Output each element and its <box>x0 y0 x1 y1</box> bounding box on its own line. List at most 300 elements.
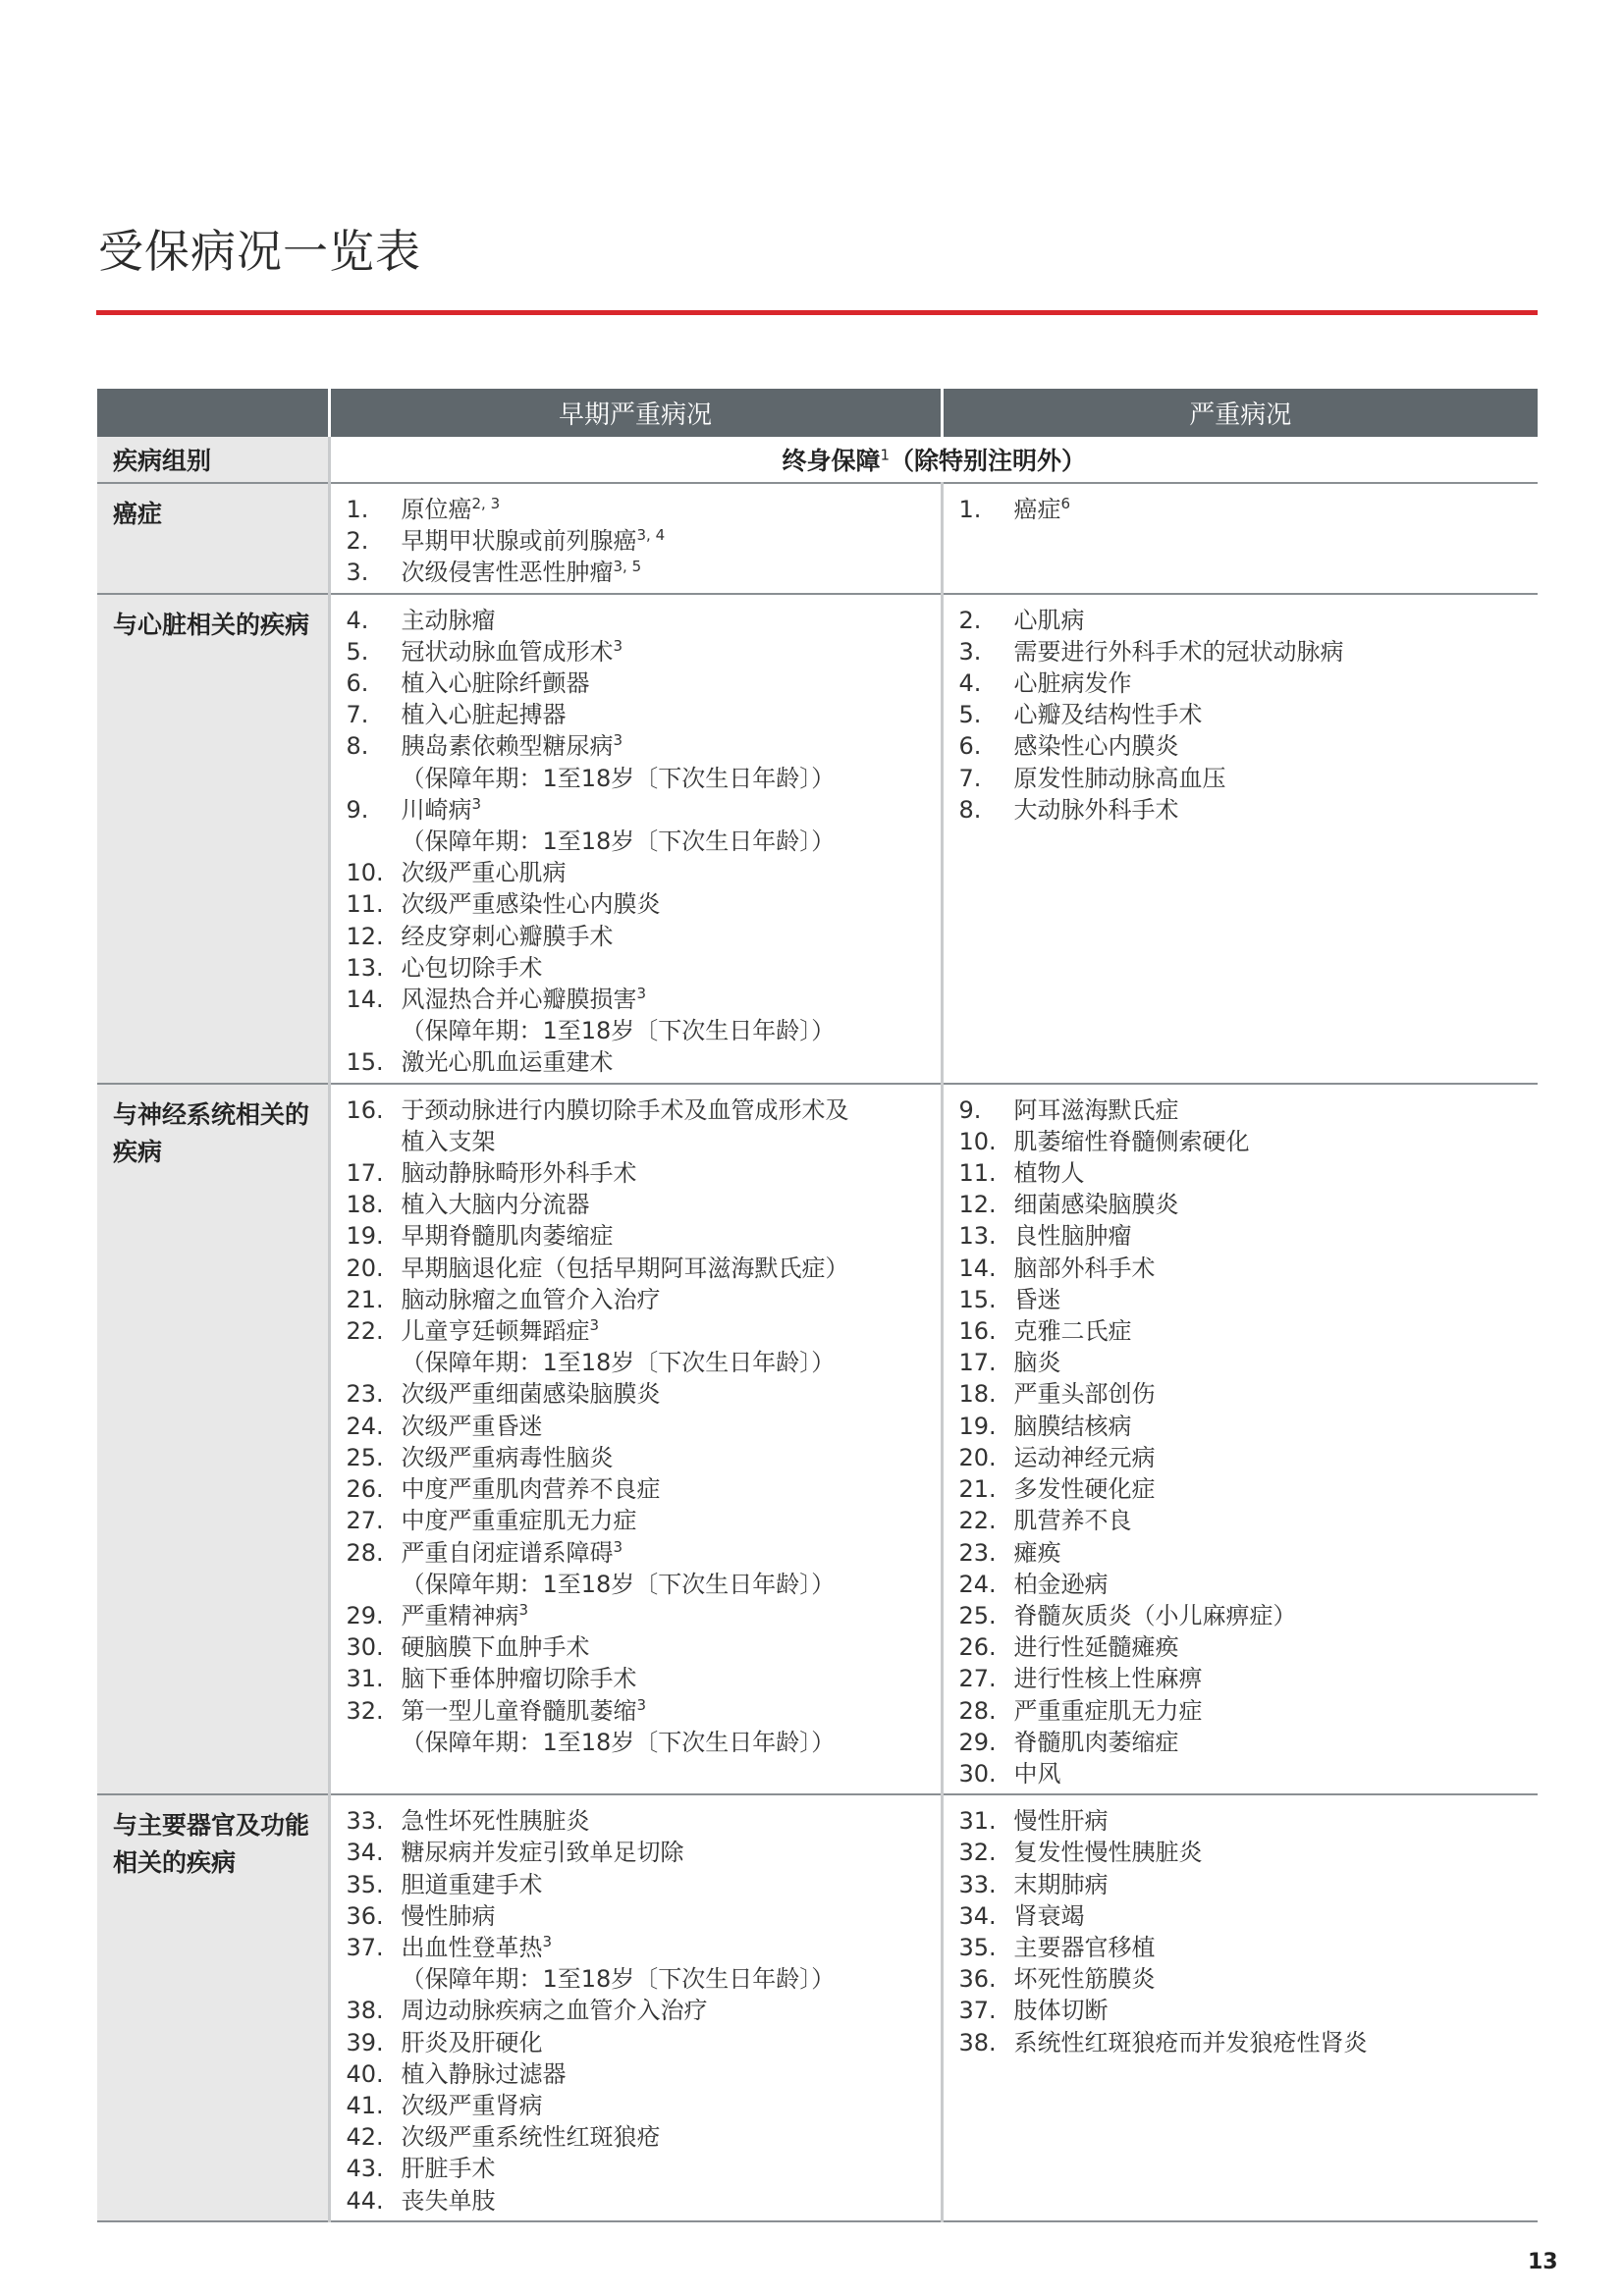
item-text-wrap <box>1014 1284 1539 1315</box>
item-number: 31. <box>346 1665 384 1693</box>
item-number: 20. <box>346 1254 384 1282</box>
list-item <box>944 1569 1539 1600</box>
item-number: 3. <box>346 559 369 587</box>
item-number: 10. <box>346 859 384 887</box>
item-number: 8. <box>958 795 982 824</box>
item-number: 12. <box>958 1191 997 1219</box>
item-number: 27. <box>958 1665 997 1693</box>
footnote-ref: 3 <box>636 1695 647 1714</box>
item-text-wrap <box>402 1995 941 2026</box>
footnote-ref: 3 <box>471 794 482 813</box>
item-text-wrap <box>402 1411 941 1442</box>
footnote-ref: 3, 5 <box>613 558 642 576</box>
item-text: 进行性核上性麻痹 <box>1013 1665 1203 1693</box>
item-number: 22. <box>958 1507 997 1535</box>
item-number: 6. <box>958 732 982 761</box>
item-number: 7. <box>346 701 369 729</box>
item-text-wrap <box>1014 1157 1539 1189</box>
item-text-wrap <box>402 636 941 667</box>
list-item <box>331 794 941 857</box>
item-text-wrap <box>1014 1758 1539 1789</box>
item-text-wrap <box>402 1095 941 1157</box>
item-text: 糖尿病并发症引致单足切除 <box>401 1839 684 1867</box>
item-text: 严重自闭症谱系障碍 <box>401 1538 614 1567</box>
item-text: 癌症 <box>1013 496 1061 523</box>
title-divider <box>96 310 1538 315</box>
item-text: 原发性肺动脉高血压 <box>1013 764 1226 792</box>
item-text-wrap <box>402 1695 941 1758</box>
item-text: 早期甲状腺或前列腺癌 <box>401 527 637 556</box>
item-text-wrap <box>402 2090 941 2121</box>
item-number: 16. <box>346 1095 384 1124</box>
list-item <box>331 1095 941 1157</box>
item-text: 次级严重昏迷 <box>401 1412 543 1440</box>
list-item <box>331 984 941 1046</box>
severe-header: 严重病况 <box>942 389 1538 437</box>
item-text: 坏死性筋膜炎 <box>1013 1965 1156 1994</box>
list-item <box>331 605 941 636</box>
item-text-wrap <box>402 1157 941 1189</box>
list-item <box>331 699 941 730</box>
list-item <box>331 888 941 920</box>
item-text: 系统性红斑狼疮而并发狼疮性肾炎 <box>1013 2028 1368 2056</box>
group-row <box>97 1794 1538 2221</box>
list-item <box>944 794 1539 826</box>
item-text-wrap <box>1014 1963 1539 1995</box>
item-text-wrap <box>402 1663 941 1694</box>
item-text: 心脏病发作 <box>1013 669 1132 698</box>
list-item <box>944 1505 1539 1536</box>
item-text: 激光心肌血运重建术 <box>401 1048 614 1077</box>
item-text-wrap <box>1014 667 1539 699</box>
item-text: 克雅二氏症 <box>1013 1317 1132 1346</box>
item-number: 23. <box>346 1380 384 1409</box>
item-text: 脊髓灰质炎（小儿麻痹症） <box>1013 1601 1297 1629</box>
item-note: （保障年期：1至18岁〔下次生日年龄〕） <box>401 764 836 792</box>
list-item <box>331 1315 941 1378</box>
item-number: 26. <box>958 1633 997 1662</box>
list-item <box>331 1932 941 1995</box>
list-item <box>944 605 1539 636</box>
list-item <box>331 2121 941 2153</box>
list-item <box>331 1046 941 1078</box>
page-title: 受保病况一览表 <box>98 225 421 278</box>
footnote-ref: 2, 3 <box>471 495 501 512</box>
list-item <box>331 1220 941 1252</box>
early-illness-list <box>331 1095 941 1758</box>
item-number: 16. <box>958 1317 997 1346</box>
item-text-wrap <box>402 984 941 1046</box>
header-blank-cell <box>97 389 329 437</box>
item-text-wrap <box>402 2027 941 2058</box>
item-text-wrap <box>402 921 941 952</box>
coverage-table <box>97 389 1538 2222</box>
list-item <box>944 1442 1539 1473</box>
item-number: 41. <box>346 2091 384 2119</box>
item-number: 5. <box>346 637 369 666</box>
item-number: 2. <box>346 527 369 556</box>
list-item <box>944 667 1539 699</box>
item-text-wrap <box>402 1253 941 1284</box>
item-text-wrap <box>1014 1378 1539 1410</box>
group-row <box>97 483 1538 594</box>
coverage-text: 终身保障 <box>782 447 881 475</box>
item-text: 脑动脉瘤之血管介入治疗 <box>401 1285 661 1313</box>
item-text: 脑膜结核病 <box>1013 1412 1132 1440</box>
list-item <box>944 699 1539 730</box>
item-text: 次级严重病毒性脑炎 <box>401 1443 614 1471</box>
item-text: 风湿热合并心瓣膜损害 <box>401 986 637 1014</box>
severe-illness-list <box>944 605 1539 826</box>
item-number: 26. <box>346 1475 384 1504</box>
item-text: 柏金逊病 <box>1013 1570 1109 1598</box>
list-item <box>944 1932 1539 1963</box>
list-item <box>944 1837 1539 1868</box>
item-number: 21. <box>346 1285 384 1313</box>
early-illness-cell <box>329 594 942 1084</box>
list-item <box>331 1411 941 1442</box>
page-number: 13 <box>1528 2250 1558 2274</box>
item-number: 25. <box>346 1443 384 1471</box>
item-number: 40. <box>346 2059 384 2088</box>
groups-body <box>97 483 1538 2221</box>
list-item <box>944 1963 1539 1995</box>
list-item <box>331 667 941 699</box>
item-text: 丧失单肢 <box>401 2186 496 2215</box>
list-item <box>331 1473 941 1505</box>
item-text-wrap <box>1014 1695 1539 1727</box>
group-name: 与心脏相关的疾病 <box>97 594 329 1084</box>
item-text-wrap <box>402 1473 941 1505</box>
item-text: 经皮穿刺心瓣膜手术 <box>401 922 614 950</box>
item-number: 1. <box>958 496 982 523</box>
item-number: 14. <box>346 986 384 1014</box>
item-text: 次级严重心肌病 <box>401 859 567 887</box>
item-number: 21. <box>958 1475 997 1504</box>
item-number: 3. <box>958 637 982 666</box>
item-text-wrap <box>402 2185 941 2216</box>
severe-illness-cell <box>942 483 1538 594</box>
item-text-wrap <box>402 1900 941 1932</box>
item-number: 18. <box>346 1191 384 1219</box>
item-text-wrap <box>1014 1126 1539 1157</box>
early-header: 早期严重病况 <box>329 389 942 437</box>
item-text-wrap <box>1014 1995 1539 2026</box>
list-item <box>944 1631 1539 1663</box>
item-number: 15. <box>958 1285 997 1313</box>
footnote-ref: 3 <box>589 1316 600 1335</box>
item-text-wrap <box>402 699 941 730</box>
item-number: 33. <box>958 1870 997 1898</box>
item-text-wrap <box>1014 1631 1539 1663</box>
item-text: 感染性心内膜炎 <box>1013 732 1179 761</box>
group-row <box>97 1084 1538 1794</box>
item-number: 29. <box>346 1601 384 1629</box>
item-text-wrap <box>1014 1900 1539 1932</box>
item-text-wrap <box>1014 1220 1539 1252</box>
list-item <box>331 636 941 667</box>
item-text: 第一型儿童脊髓肌萎缩 <box>401 1696 637 1725</box>
item-number: 39. <box>346 2028 384 2056</box>
footnote-ref: 3 <box>613 636 623 655</box>
item-number: 36. <box>958 1965 997 1994</box>
item-text: 川崎病 <box>401 795 472 824</box>
item-text-wrap <box>402 1046 941 1078</box>
item-number: 23. <box>958 1538 997 1567</box>
item-text-wrap <box>1014 1411 1539 1442</box>
early-illness-cell <box>329 1084 942 1794</box>
item-text-wrap <box>1014 1315 1539 1347</box>
list-item <box>944 763 1539 794</box>
item-text: 肝炎及肝硬化 <box>401 2028 543 2056</box>
item-number: 38. <box>346 1997 384 2025</box>
item-text-wrap <box>402 2058 941 2090</box>
item-text: 植入大脑内分流器 <box>401 1191 590 1219</box>
item-text: 需要进行外科手术的冠状动脉病 <box>1013 637 1344 666</box>
list-item <box>944 1805 1539 1837</box>
item-number: 29. <box>958 1728 997 1756</box>
list-item <box>944 1284 1539 1315</box>
list-item <box>944 2027 1539 2058</box>
item-text: 冠状动脉血管成形术 <box>401 637 614 666</box>
list-item <box>944 1995 1539 2026</box>
list-item <box>944 1758 1539 1789</box>
group-name: 与主要器官及功能相关的疾病 <box>97 1794 329 2221</box>
list-item <box>331 1805 941 1837</box>
item-text: 胰岛素依赖型糖尿病 <box>401 732 614 761</box>
item-text-wrap <box>1014 1932 1539 1963</box>
item-text: 周边动脉疾病之血管介入治疗 <box>401 1997 708 2025</box>
list-item <box>331 1995 941 2026</box>
list-item <box>944 1900 1539 1932</box>
early-illness-cell <box>329 1794 942 2221</box>
item-number: 35. <box>958 1933 997 1961</box>
item-note: （保障年期：1至18岁〔下次生日年龄〕） <box>401 1570 836 1598</box>
item-text: 脊髓肌肉萎缩症 <box>1013 1728 1179 1756</box>
item-text: 儿童亨廷顿舞蹈症 <box>401 1317 590 1346</box>
item-number: 8. <box>346 732 369 761</box>
group-row <box>97 594 1538 1084</box>
table-subheader-row <box>97 437 1538 483</box>
item-number: 30. <box>958 1759 997 1788</box>
coverage-label <box>329 437 1538 483</box>
item-text-wrap <box>1014 1869 1539 1900</box>
item-text-wrap <box>1014 1505 1539 1536</box>
item-text: 原位癌 <box>401 496 472 523</box>
item-text: 急性坏死性胰脏炎 <box>401 1807 590 1836</box>
item-note: （保障年期：1至18岁〔下次生日年龄〕） <box>401 1349 836 1377</box>
item-text: 早期脊髓肌肉萎缩症 <box>401 1222 614 1251</box>
list-item <box>944 1315 1539 1347</box>
coverage-footnote: 1 <box>880 446 891 464</box>
item-text-wrap <box>1014 730 1539 762</box>
item-text: 末期肺病 <box>1013 1870 1109 1898</box>
item-number: 13. <box>958 1222 997 1251</box>
footnote-ref: 3 <box>613 731 623 750</box>
list-item <box>944 730 1539 762</box>
item-number: 33. <box>346 1807 384 1836</box>
item-text-wrap <box>402 794 941 857</box>
item-text-wrap <box>402 1220 941 1252</box>
severe-illness-cell <box>942 1084 1538 1794</box>
list-item <box>944 1663 1539 1694</box>
item-number: 31. <box>958 1807 997 1836</box>
list-item <box>331 921 941 952</box>
item-text-wrap <box>402 1932 941 1995</box>
footnote-ref: 3 <box>542 1932 553 1950</box>
footnote-ref: 6 <box>1060 495 1071 512</box>
list-item <box>331 2185 941 2216</box>
item-text: 中度严重肌肉营养不良症 <box>401 1475 661 1504</box>
item-number: 18. <box>958 1380 997 1409</box>
list-item <box>944 1411 1539 1442</box>
item-number: 34. <box>958 1901 997 1930</box>
item-text: 脑部外科手术 <box>1013 1254 1156 1282</box>
item-number: 42. <box>346 2123 384 2152</box>
item-number: 30. <box>346 1633 384 1662</box>
list-item <box>331 857 941 888</box>
item-text: 次级严重感染性心内膜炎 <box>401 890 661 919</box>
item-number: 44. <box>346 2186 384 2215</box>
item-text: 脑下垂体肿瘤切除手术 <box>401 1665 637 1693</box>
list-item <box>331 525 941 557</box>
item-text-wrap <box>1014 1095 1539 1126</box>
item-text: 植物人 <box>1013 1159 1085 1188</box>
early-illness-cell <box>329 483 942 594</box>
item-text: 主动脉瘤 <box>401 606 496 634</box>
item-text-wrap <box>1014 636 1539 667</box>
item-note: （保障年期：1至18岁〔下次生日年龄〕） <box>401 1965 836 1994</box>
item-number: 43. <box>346 2155 384 2183</box>
item-number: 24. <box>958 1570 997 1598</box>
list-item <box>944 1869 1539 1900</box>
item-number: 15. <box>346 1048 384 1077</box>
item-text-wrap <box>402 605 941 636</box>
item-text-wrap <box>1014 1537 1539 1569</box>
group-column-label: 疾病组别 <box>97 437 329 483</box>
item-text-wrap <box>402 1284 941 1315</box>
list-item <box>331 1695 941 1758</box>
item-number: 19. <box>958 1412 997 1440</box>
item-text: 脑炎 <box>1013 1349 1061 1377</box>
list-item <box>331 952 941 984</box>
item-text-wrap <box>1014 1253 1539 1284</box>
item-number: 13. <box>346 953 384 982</box>
item-text-wrap <box>1014 1805 1539 1837</box>
list-item <box>331 1189 941 1220</box>
list-item <box>944 1695 1539 1727</box>
list-item <box>331 2027 941 2058</box>
item-text-wrap <box>1014 605 1539 636</box>
item-number: 17. <box>346 1159 384 1188</box>
item-text: 良性脑肿瘤 <box>1013 1222 1132 1251</box>
item-text: 出血性登革热 <box>401 1933 543 1961</box>
list-item <box>944 636 1539 667</box>
item-number: 7. <box>958 764 982 792</box>
group-name: 癌症 <box>97 483 329 594</box>
footnote-ref: 3, 4 <box>636 526 666 545</box>
list-item <box>944 1126 1539 1157</box>
item-text: 植入心脏起搏器 <box>401 701 567 729</box>
list-item <box>331 557 941 588</box>
item-text: 慢性肝病 <box>1013 1807 1109 1836</box>
item-number: 1. <box>346 496 369 523</box>
item-number: 11. <box>958 1159 997 1188</box>
item-number: 2. <box>958 606 982 634</box>
item-number: 28. <box>958 1696 997 1725</box>
list-item <box>331 1378 941 1410</box>
item-text-wrap <box>1014 763 1539 794</box>
item-text: 胆道重建手术 <box>401 1870 543 1898</box>
item-text-wrap <box>1014 699 1539 730</box>
item-text-wrap <box>402 494 941 525</box>
item-number: 10. <box>958 1127 997 1155</box>
list-item <box>331 1600 941 1631</box>
item-number: 27. <box>346 1507 384 1535</box>
list-item <box>331 1837 941 1868</box>
item-text: 多发性硬化症 <box>1013 1475 1156 1504</box>
severe-illness-list <box>944 494 1539 525</box>
item-text-wrap <box>402 857 941 888</box>
list-item <box>331 1900 941 1932</box>
item-number: 37. <box>958 1997 997 2025</box>
item-text-wrap <box>402 730 941 793</box>
item-number: 4. <box>958 669 982 698</box>
list-item <box>331 1537 941 1600</box>
item-text-wrap <box>402 2153 941 2184</box>
item-text-wrap <box>402 952 941 984</box>
footnote-ref: 3 <box>518 1600 529 1619</box>
item-text: 中风 <box>1013 1759 1061 1788</box>
item-text: 阿耳滋海默氏症 <box>1013 1095 1179 1124</box>
item-text: 脑动静脉畸形外科手术 <box>401 1159 637 1188</box>
item-text-wrap <box>402 1505 941 1536</box>
item-number: 9. <box>958 1095 982 1124</box>
item-text-wrap <box>1014 1837 1539 1868</box>
early-illness-list <box>331 605 941 1079</box>
item-number: 32. <box>958 1839 997 1867</box>
item-number: 14. <box>958 1254 997 1282</box>
item-text-wrap <box>402 888 941 920</box>
item-text: 心瓣及结构性手术 <box>1013 701 1203 729</box>
item-text: 复发性慢性胰脏炎 <box>1013 1839 1203 1867</box>
item-text: 次级侵害性恶性肿瘤 <box>401 559 614 587</box>
item-text: 肌萎缩性脊髓侧索硬化 <box>1013 1127 1250 1155</box>
item-text-wrap <box>1014 1727 1539 1758</box>
item-text-wrap <box>402 1837 941 1868</box>
item-text: 肌营养不良 <box>1013 1507 1132 1535</box>
item-number: 32. <box>346 1696 384 1725</box>
item-number: 20. <box>958 1443 997 1471</box>
list-item <box>331 2153 941 2184</box>
item-text: 大动脉外科手术 <box>1013 795 1179 824</box>
list-item <box>944 1378 1539 1410</box>
item-number: 34. <box>346 1839 384 1867</box>
item-text-wrap <box>402 1600 941 1631</box>
item-text: 硬脑膜下血肿手术 <box>401 1633 590 1662</box>
list-item <box>331 1442 941 1473</box>
list-item <box>331 1631 941 1663</box>
list-item <box>944 1189 1539 1220</box>
item-text: 慢性肺病 <box>401 1901 496 1930</box>
severe-illness-cell <box>942 594 1538 1084</box>
item-number: 37. <box>346 1933 384 1961</box>
item-text: 植入静脉过滤器 <box>401 2059 567 2088</box>
item-number: 24. <box>346 1412 384 1440</box>
list-item <box>331 1284 941 1315</box>
list-item <box>944 1727 1539 1758</box>
list-item <box>944 1157 1539 1189</box>
